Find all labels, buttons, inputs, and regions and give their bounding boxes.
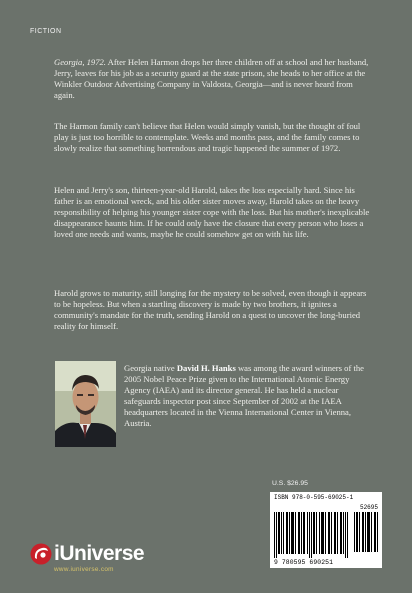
publisher-name: iUniverse bbox=[54, 542, 145, 565]
author-bio-prefix: Georgia native bbox=[124, 363, 177, 373]
price-label: U.S. $26.95 bbox=[272, 480, 308, 487]
ean-bars bbox=[274, 512, 350, 558]
synopsis-body: After Helen Harmon drops her three children off at school and her husband, Jerry, leaves for his job as a security guard at the state prison, she heads to her office at the Winkler Outdoor Advertising Company in Valdosta, Georgia—and is never heard from again. bbox=[54, 57, 369, 101]
barcode-price-code: 52695 bbox=[359, 504, 378, 511]
synopsis-paragraph-2: The Harmon family can't believe that Helen would simply vanish, but the thought of foul play is just too horrible to contemplate. Weeks and months pass, and the family comes to slowly realize that something horrendous and tragic happened the summer of 1972. bbox=[54, 121, 361, 154]
isbn-barcode bbox=[270, 492, 382, 568]
publisher-url: www.iuniverse.com bbox=[54, 566, 114, 573]
isbn-label: ISBN 978-0-595-69025-1 bbox=[274, 494, 354, 501]
author-name: David H. Hanks bbox=[176, 363, 236, 373]
iuniverse-swirl-icon bbox=[30, 543, 52, 565]
genre-label: FICTION bbox=[30, 28, 62, 35]
price-bars bbox=[354, 512, 378, 552]
author-bio bbox=[124, 363, 372, 430]
barcode-digits: 9 780595 690251 bbox=[274, 559, 334, 566]
synopsis-paragraph-4: Harold grows to maturity, still longing for the mystery to be solved, even though it appears to be hopeless. But when a startling discovery is made by two brothers, it ignites a community's mandate for the truth, sending Harold on a quest to uncover the long-buried reality for himself. bbox=[54, 288, 367, 332]
synopsis-paragraph-3: Helen and Jerry's son, thirteen-year-old Harold, takes the loss especially hard. Since his father is an emotional wreck, and his older sister moves away, Harold takes on the heavy responsibility of helping his younger sister cope with the loss. But his mother's inexplicable disappearance haunts him. If he could only have the closure that every person who loses a loved one needs and wants, maybe he could somehow get on with his life. bbox=[54, 185, 370, 240]
synopsis-lead: Georgia, 1972. bbox=[54, 57, 106, 67]
author-photo bbox=[55, 361, 116, 447]
synopsis-paragraph-1 bbox=[54, 57, 372, 101]
publisher-logo bbox=[30, 542, 144, 566]
author-bio-body: was among the award winners of the 2005 Nobel Peace Prize given to the International Atomic Energy Agency (IAEA) and its director general. He has held a nuclear safeguards inspector post since September of 2002 at the IAEA headquarters located in the Vienna International Center in Vienna, Austria. bbox=[124, 363, 364, 429]
